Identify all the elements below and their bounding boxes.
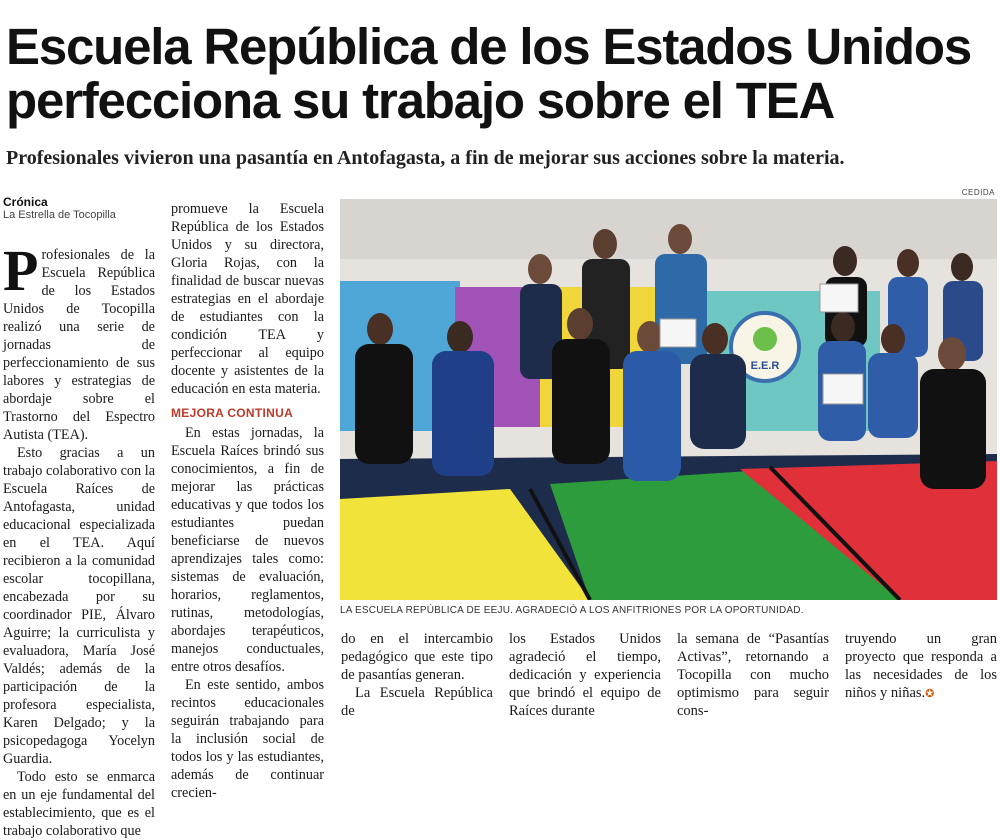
article-column-4 [509, 630, 661, 720]
article-photo [340, 199, 997, 600]
article-column-5 [677, 630, 829, 720]
source-label: La Estrella de Tocopilla [3, 209, 116, 221]
article-column-1 [3, 238, 155, 840]
article-column-6 [845, 630, 997, 703]
certificate [823, 374, 863, 404]
headline-line-1: Escuela República de los Estados Unidos [6, 18, 971, 75]
section-label: Crónica [3, 195, 48, 209]
article-text: rofesionales de la Escuela República de los Estados Unidos de Tocopilla realizó una serie de jornadas de perfeccionamiento de sus labores y estrategias de abordaje sobre el Trastorno del Espectro Autista (TEA). [3, 247, 155, 443]
article-paragraph: promueve la Escuela República de los Estados Unidos y su directora, Gloria Rojas, con la finalidad de buscar nuevas estrategias en el abordaje de estudiantes con la condición TEA y perfeccionar al equipo docente y asistentes de la educación en esta materia. [171, 201, 324, 397]
article-paragraph: Todo esto se enmarca en un eje fundamental del establecimiento, que es el trabajo colaborativo que [3, 769, 155, 839]
article-column-3 [341, 630, 493, 720]
deck-subtitle: Profesionales vivieron una pasantía en Antofagasta, a fin de mejorar sus acciones sobre la materia. [6, 147, 845, 169]
certificate [660, 319, 696, 347]
photo-caption: LA ESCUELA REPÚBLICA DE EEJU. AGRADECIÓ A LOS ANFITRIONES POR LA OPORTUNIDAD. [340, 605, 804, 616]
subheading: MEJORA CONTINUA [171, 406, 294, 420]
certificate [820, 284, 858, 312]
group-photo [340, 199, 997, 600]
sign-tree [753, 327, 777, 351]
photo-credit: CEDIDA [961, 188, 995, 197]
drop-cap: P [3, 238, 39, 303]
article-paragraph: la semana de “Pasantías Activas”, retornando a Tocopilla con mucho optimismo para seguir cons- [677, 631, 829, 719]
photo-ceiling [340, 199, 997, 259]
end-mark-icon: ✪ [925, 687, 935, 700]
article-paragraph: La Escuela República de [341, 685, 493, 719]
article-paragraph [845, 630, 997, 703]
article-text: truyendo un gran proyecto que responda a las necesidades de los niños y niñas. [845, 631, 997, 701]
article-paragraph: En este sentido, ambos recintos educacionales seguirán trabajando para la inclusión social de todos los y las estudiantes, además de continuar crecien- [171, 677, 324, 801]
article-paragraph: do en el intercambio pedagógico que este tipo de pasantías generan. [341, 631, 493, 683]
headline-line-2: perfecciona su trabajo sobre el TEA [6, 72, 835, 129]
article-paragraph: los Estados Unidos agradeció el tiempo, dedicación y experiencia que brindó el equipo de Raíces durante [509, 631, 661, 719]
article-paragraph [3, 238, 155, 444]
article-column-2 [171, 200, 324, 802]
article-paragraph: En estas jornadas, la Escuela Raíces brindó sus conocimientos, a fin de mejorar las prácticas educativas y que todos los estudiantes puedan beneficiarse de nuevos aprendizajes tales como: sistemas de evaluación, horarios, reglamentos, rutinas, metodologías, abordajes terapéuticos, manejos conductuales, entre otros desafíos. [171, 425, 324, 675]
school-sign-text: E.E.R [750, 360, 780, 372]
article-paragraph: Esto gracias a un trabajo colaborativo con la Escuela Raíces de Antofagasta, unidad educacional especializada en el TEA. Aquí recibieron a la comunidad escolar tocopillana, encabezada por su coordinador PIE, Álvaro Aguirre; la curriculista y evaluadora, María José Valdés; además de la participación de la profesora especialista, Karen Delgado; y la psicopedagoga Yocelyn Guardia. [3, 445, 155, 767]
headline [6, 20, 996, 128]
